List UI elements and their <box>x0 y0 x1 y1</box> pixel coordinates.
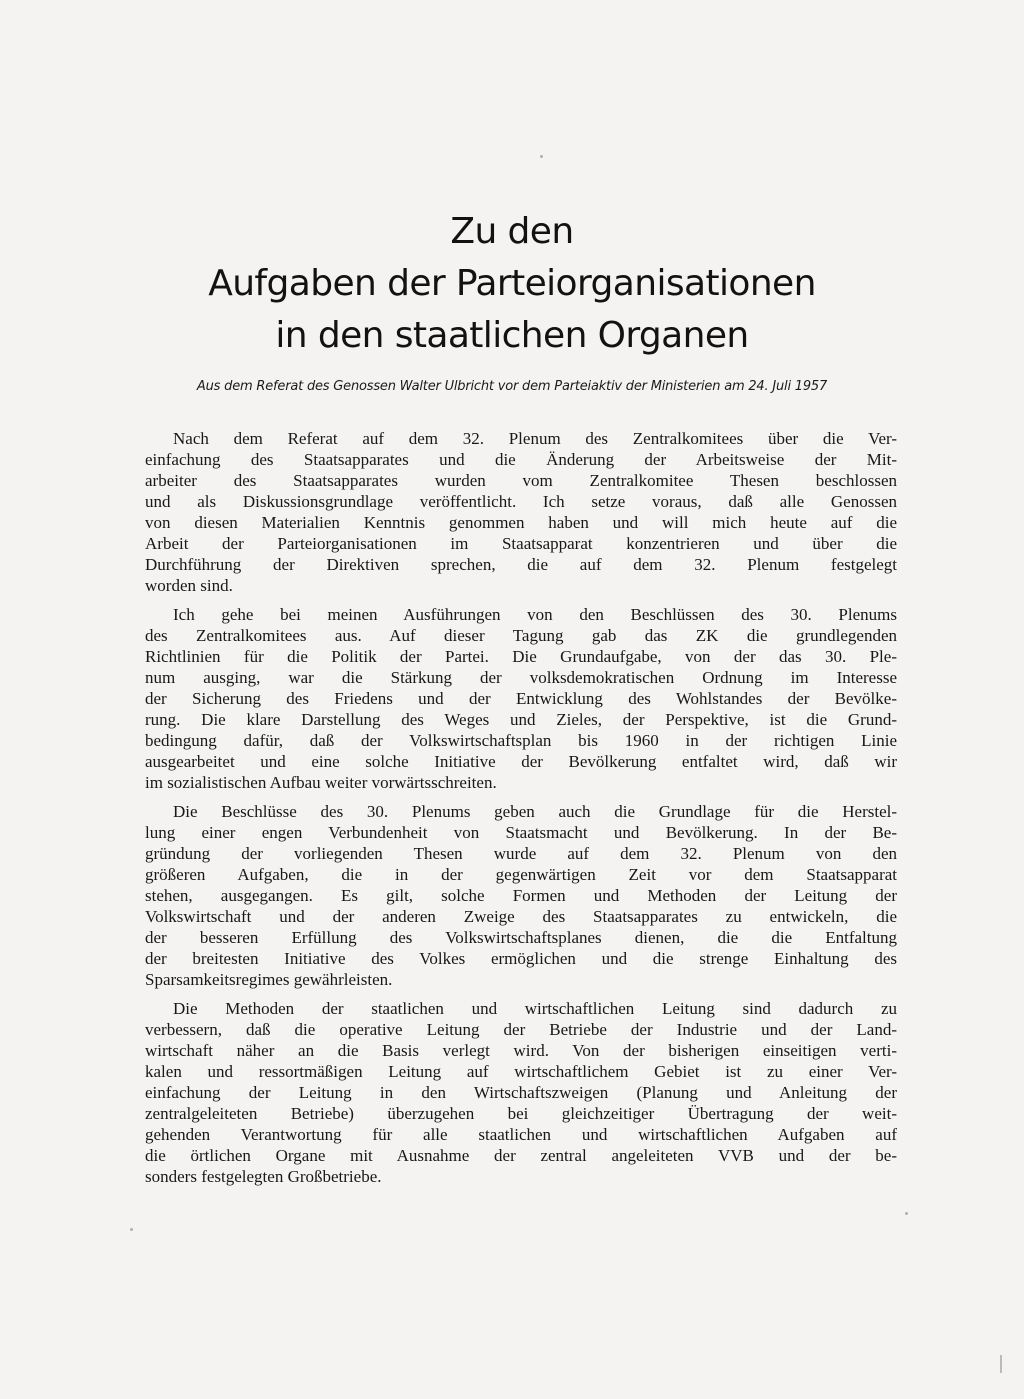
text-line: der breitesten Initiative des Volkes ermöglichen und die strenge Einhaltung des <box>145 949 897 968</box>
text-line: gehenden Verantwortung für alle staatlichen und wirtschaftlichen Aufgaben auf <box>145 1125 897 1144</box>
text-line: gründung der vorliegenden Thesen wurde auf dem 32. Plenum von den <box>145 844 897 863</box>
text-line: größeren Aufgaben, die in der gegenwärtigen Zeit vor dem Staatsapparat <box>145 865 897 884</box>
title-line-3: in den staatlichen Organen <box>275 315 749 356</box>
text-line: Arbeit der Parteiorganisationen im Staatsapparat konzentrieren und über die <box>145 534 897 553</box>
text-line: kalen und ressortmäßigen Leitung auf wirtschaftlichem Gebiet ist zu einer Ver- <box>145 1062 897 1081</box>
text-line: Richtlinien für die Politik der Partei. Die Grundaufgabe, von der das 30. Ple- <box>145 647 897 666</box>
text-line: Die Methoden der staatlichen und wirtschaftlichen Leitung sind dadurch zu <box>173 999 897 1018</box>
scan-speck <box>905 1212 908 1215</box>
body-text <box>145 428 897 1195</box>
paragraph-2 <box>145 604 897 793</box>
text-line: worden sind. <box>145 576 233 595</box>
title-line-1: Zu den <box>450 211 574 252</box>
text-line: im sozialistischen Aufbau weiter vorwärtsschreiten. <box>145 773 497 792</box>
text-line: Ich gehe bei meinen Ausführungen von den Beschlüssen des 30. Plenums <box>173 605 897 624</box>
text-line: lung einer engen Verbundenheit von Staatsmacht und Bevölkerung. In der Be- <box>145 823 897 842</box>
text-line: und als Diskussionsgrundlage veröffentlicht. Ich setze voraus, daß alle Genossen <box>145 492 897 511</box>
text-line: von diesen Materialien Kenntnis genommen haben und will mich heute auf die <box>145 513 897 532</box>
text-line: die örtlichen Organe mit Ausnahme der zentral angeleiteten VVB und der be- <box>145 1146 897 1165</box>
scan-speck <box>130 1228 133 1231</box>
page-title <box>120 206 904 362</box>
text-line: Nach dem Referat auf dem 32. Plenum des Zentralkomitees über die Ver- <box>173 429 897 448</box>
text-line: Die Beschlüsse des 30. Plenums geben auch die Grundlage für die Herstel- <box>173 802 897 821</box>
text-line: verbessern, daß die operative Leitung der Betriebe der Industrie und der Land- <box>145 1020 897 1039</box>
text-line: stehen, ausgegangen. Es gilt, solche Formen und Methoden der Leitung der <box>145 886 897 905</box>
paragraph-4 <box>145 998 897 1187</box>
scan-speck <box>540 155 543 158</box>
text-line: einfachung der Leitung in den Wirtschaftszweigen (Planung und Anleitung der <box>145 1083 897 1102</box>
text-line: der besseren Erfüllung des Volkswirtschaftsplanes dienen, die die Entfaltung <box>145 928 897 947</box>
title-line-2: Aufgaben der Parteiorganisationen <box>208 263 816 304</box>
text-line: wirtschaft näher an die Basis verlegt wird. Von der bisherigen einseitigen verti- <box>145 1041 897 1060</box>
text-line: einfachung des Staatsapparates und die Änderung der Arbeitsweise der Mit- <box>145 450 897 469</box>
text-line: Durchführung der Direktiven sprechen, die auf dem 32. Plenum festgelegt <box>145 555 897 574</box>
text-line: rung. Die klare Darstellung des Weges und Zieles, der Perspektive, ist die Grund- <box>145 710 897 729</box>
paragraph-1 <box>145 428 897 596</box>
text-line: ausgearbeitet und eine solche Initiative der Bevölkerung entfaltet wird, daß wir <box>145 752 897 771</box>
subtitle: Aus dem Referat des Genossen Walter Ulbricht vor dem Parteiaktiv der Ministerien am 24. Juli 1957 <box>196 379 828 394</box>
text-line: sonders festgelegten Großbetriebe. <box>145 1167 382 1186</box>
text-line: zentralgeleiteten Betriebe) überzugehen bei gleichzeitiger Übertragung der weit- <box>145 1104 897 1123</box>
text-line: num ausging, war die Stärkung der volksdemokratischen Ordnung im Interesse <box>145 668 897 687</box>
paragraph-3 <box>145 801 897 990</box>
text-line: bedingung dafür, daß der Volkswirtschaftsplan bis 1960 in der richtigen Linie <box>145 731 897 750</box>
text-line: des Zentralkomitees aus. Auf dieser Tagung gab das ZK die grundlegenden <box>145 626 897 645</box>
text-line: arbeiter des Staatsapparates wurden vom Zentralkomitee Thesen beschlossen <box>145 471 897 490</box>
scan-edge-mark <box>1000 1355 1002 1373</box>
text-line: Sparsamkeitsregimes gewährleisten. <box>145 970 393 989</box>
text-line: der Sicherung des Friedens und der Entwicklung des Wohlstandes der Bevölke- <box>145 689 897 708</box>
text-line: Volkswirtschaft und der anderen Zweige des Staatsapparates zu entwickeln, die <box>145 907 897 926</box>
